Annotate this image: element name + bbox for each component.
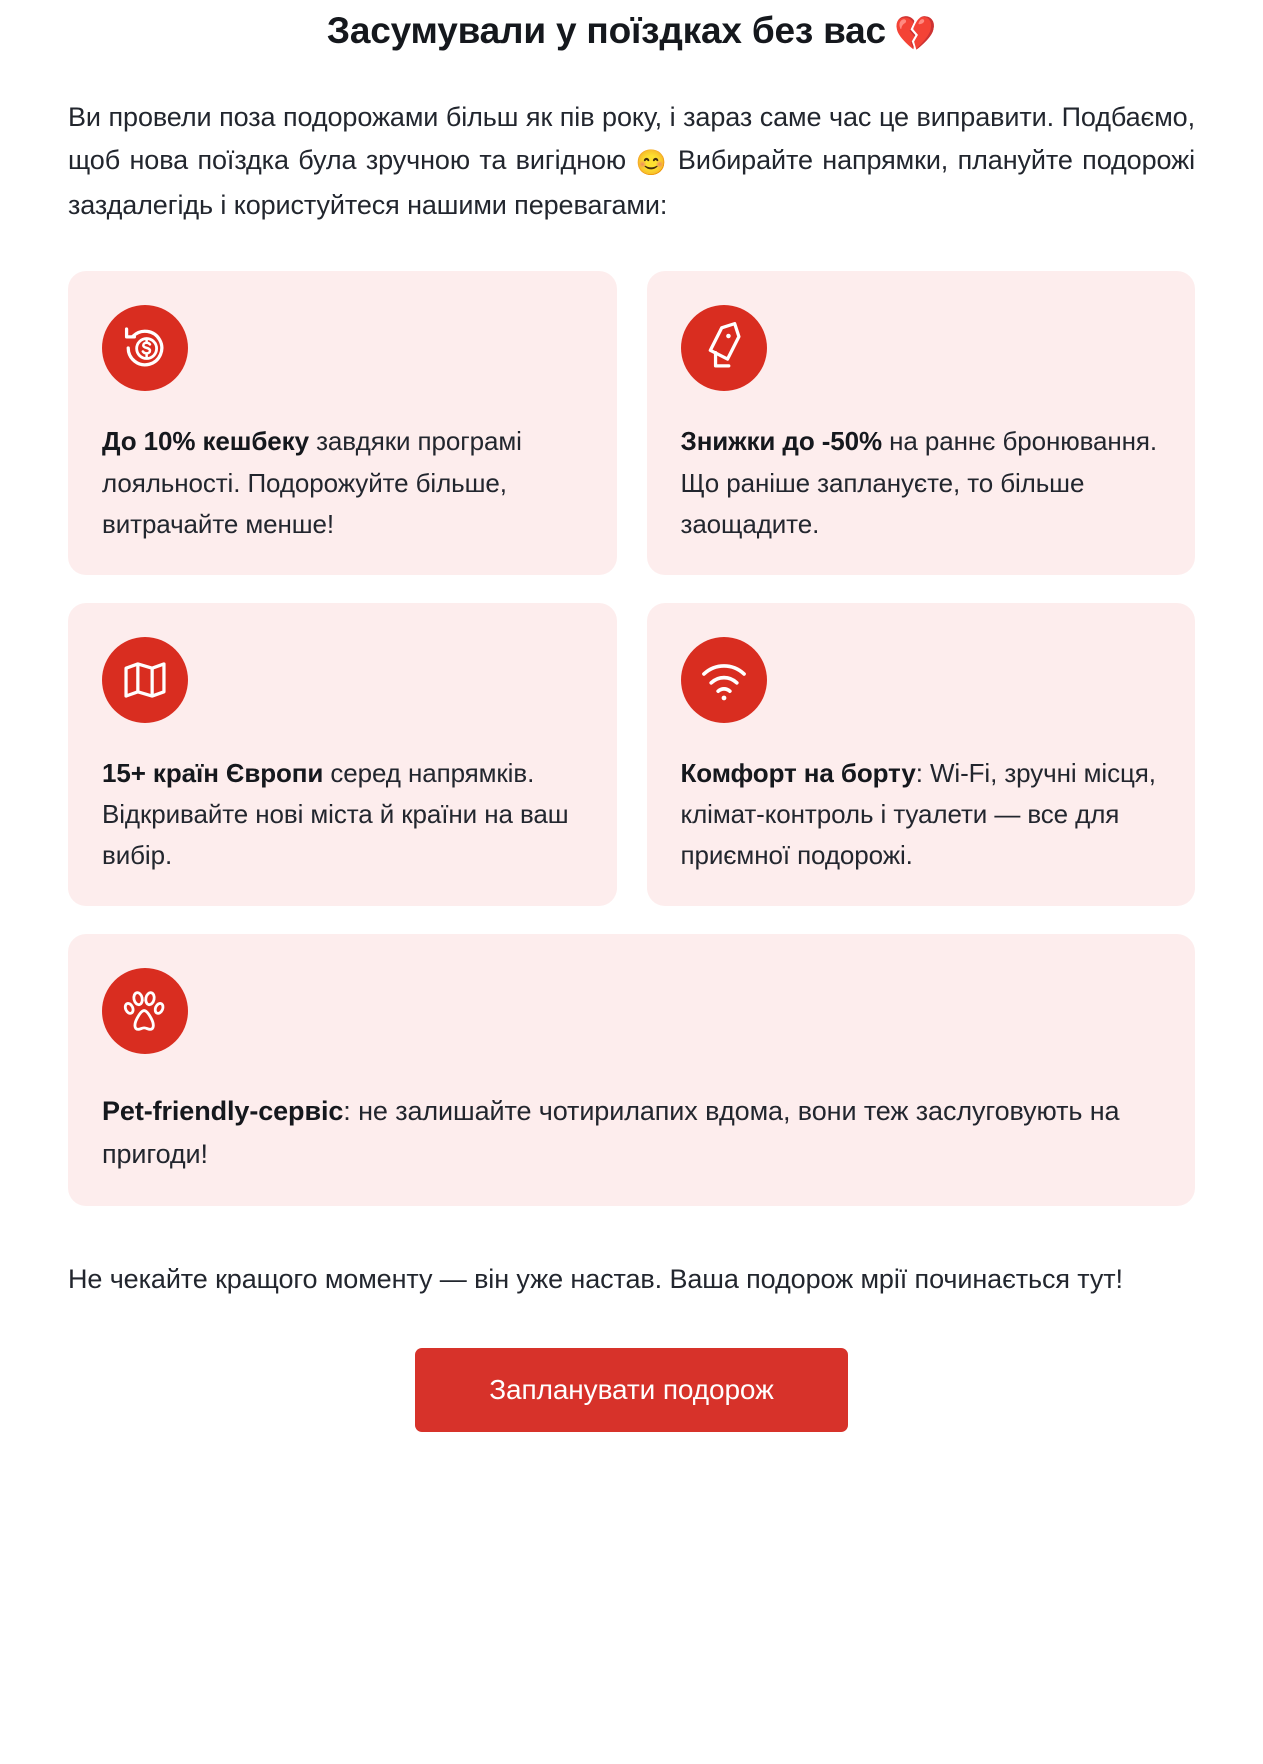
wifi-icon	[681, 637, 767, 723]
benefit-card-heading: До 10% кешбеку	[102, 426, 309, 457]
benefit-card-body: завдяки програмі лояльності. Подорожуйте більше, витрачайте менше!	[102, 426, 522, 539]
benefit-card-pet-friendly	[68, 934, 1195, 1206]
cta-container	[68, 1348, 1195, 1432]
benefit-card-text	[102, 421, 583, 544]
benefit-card-heading: Знижки до -50%	[680, 426, 883, 457]
plan-trip-button[interactable]: Запланувати подорож	[415, 1348, 847, 1432]
benefit-card-discounts	[647, 271, 1196, 574]
benefit-card-heading: Pet-friendly-сервіс	[102, 1095, 344, 1126]
benefit-card-heading: Комфорт на борту	[680, 757, 916, 788]
benefit-card-text	[102, 1090, 1161, 1176]
intro-text-part-2: Вибирайте напрямки, плануйте подорожі заздалегідь і користуйтеся нашими перевагами:	[68, 145, 1195, 220]
benefits-card-grid	[68, 271, 1195, 1206]
benefit-card-body: на раннє бронювання. Що раніше заплануєте, то більше заощадите.	[680, 426, 1158, 539]
benefit-card-destinations	[68, 603, 617, 906]
cashback-icon	[102, 305, 188, 391]
paw-icon	[102, 968, 188, 1054]
benefit-card-body: : Wi-Fi, зручні місця, клімат-контроль і туалети — все для приємної подорожі.	[680, 757, 1156, 870]
benefit-card-heading: 15+ країн Європи	[102, 757, 324, 788]
intro-paragraph	[68, 96, 1195, 228]
map-icon	[102, 637, 188, 723]
outro-paragraph: Не чекайте кращого моменту — він уже настав. Ваша подорож мрії починається тут!	[68, 1264, 1123, 1295]
smiling-face-emoji: 😊	[635, 149, 669, 178]
benefit-card-text	[102, 753, 583, 876]
intro-text-part-1: Ви провели поза подорожами більш як пів року, і зараз саме час це виправити. Подбаємо, щоб нова поїздка була зручною та вигідною	[68, 101, 1195, 176]
benefit-card-text	[681, 421, 1162, 544]
price-tag-icon	[681, 305, 767, 391]
benefit-card-body: серед напрямків. Відкривайте нові міста й країни на ваш вибір.	[102, 757, 569, 870]
benefit-card-comfort	[647, 603, 1196, 906]
page-title	[68, 0, 1195, 56]
benefit-card-cashback	[68, 271, 617, 574]
benefit-card-body: : не залишайте чотирилапих вдома, вони теж заслуговують на пригоди!	[102, 1095, 1120, 1170]
page-title-text: Засумували у поїздках без вас	[326, 10, 886, 51]
benefit-card-text	[681, 753, 1162, 876]
broken-heart-emoji: 💔	[893, 15, 937, 53]
